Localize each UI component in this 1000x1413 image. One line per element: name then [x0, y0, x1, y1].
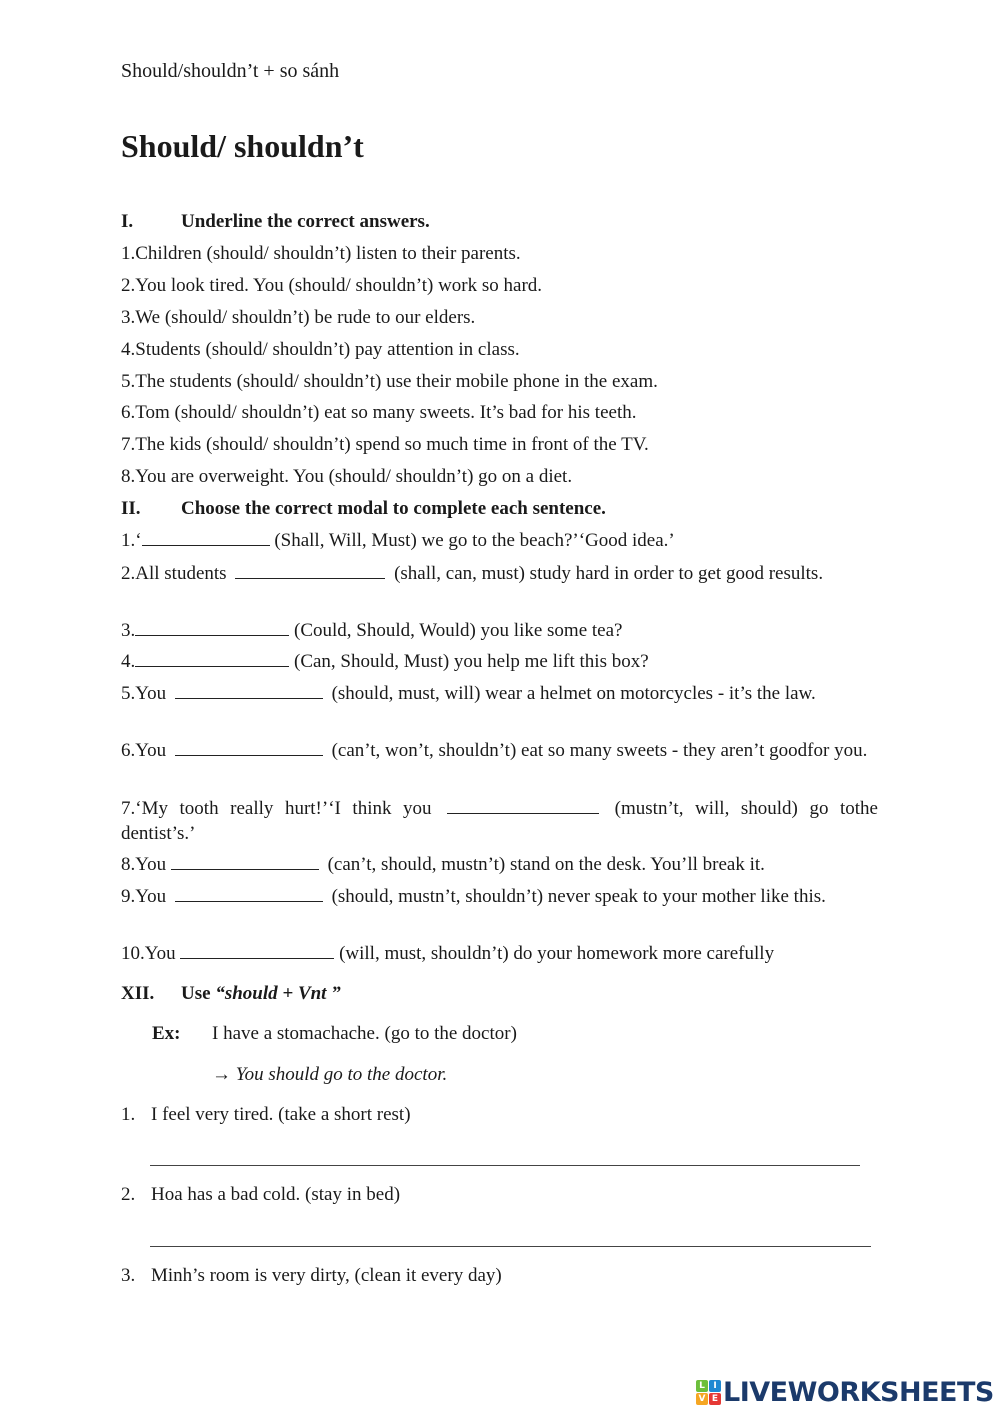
- answer-blank[interactable]: [175, 682, 323, 699]
- exercise-3-item: 1. I feel very tired. (take a short rest): [121, 1104, 411, 1125]
- logo-mark-icon: L I V E: [696, 1380, 721, 1405]
- section-title-emphasis: “should + Vnt ”: [215, 983, 341, 1004]
- exercise-1-item[interactable]: 4.Students (should/ shouldn’t) pay attention in class.: [121, 339, 520, 360]
- section-3-heading: XII. Use “should + Vnt ”: [121, 983, 341, 1004]
- answer-blank[interactable]: [175, 739, 323, 756]
- exercise-1-item[interactable]: 8.You are overweight. You (should/ shouldn’t) go on a diet.: [121, 466, 573, 487]
- liveworksheets-logo: [696, 1377, 994, 1408]
- exercise-1-item[interactable]: 3.We (should/ shouldn’t) be rude to our elders.: [121, 307, 476, 328]
- answer-line[interactable]: [150, 1165, 860, 1166]
- answer-blank[interactable]: [171, 853, 319, 870]
- section-title: Underline the correct answers.: [181, 211, 430, 232]
- exercise-1-item[interactable]: 5.The students (should/ shouldn’t) use their mobile phone in the exam.: [121, 371, 658, 392]
- section-title: Choose the correct modal to complete each sentence.: [181, 498, 606, 519]
- exercise-2-item: 5.You (should, must, will) wear a helmet on motorcycles - it’s the law.: [121, 683, 816, 704]
- section-2-heading: [121, 498, 606, 520]
- worksheet-subtitle: Should/shouldn’t + so sánh: [121, 60, 340, 82]
- exercise-2-item: 8.You (can’t, should, mustn’t) stand on the desk. You’ll break it.: [121, 854, 765, 875]
- section-number: XII.: [121, 983, 155, 1004]
- answer-blank[interactable]: [447, 797, 599, 814]
- example-label: Ex:: [152, 1023, 181, 1044]
- exercise-2-item: 9.You (should, mustn’t, shouldn’t) never speak to your mother like this.: [121, 886, 826, 907]
- exercise-1-item[interactable]: 1.Children (should/ shouldn’t) listen to their parents.: [121, 243, 521, 264]
- exercise-2-item: 3. (Could, Should, Would) you like some tea?: [121, 620, 623, 641]
- example-text: I have a stomachache. (go to the doctor): [212, 1023, 517, 1044]
- exercise-3-item: 3. Minh’s room is very dirty, (clean it every day): [121, 1265, 502, 1286]
- exercise-1-item[interactable]: 7.The kids (should/ shouldn’t) spend so much time in front of the TV.: [121, 434, 649, 455]
- exercise-2-item: 6.You (can’t, won’t, shouldn’t) eat so many sweets - they aren’t goodfor you.: [121, 740, 868, 761]
- exercise-3-item: 2. Hoa has a bad cold. (stay in bed): [121, 1184, 401, 1205]
- section-1-heading: [121, 211, 430, 233]
- page-title: Should/ shouldn’t: [121, 128, 364, 164]
- answer-blank[interactable]: [135, 650, 289, 667]
- logo-text: LIVEWORKSHEETS: [723, 1377, 994, 1408]
- exercise-2-item: 1.‘ (Shall, Will, Must) we go to the beach?’‘Good idea.’: [121, 530, 675, 551]
- answer-blank[interactable]: [235, 562, 385, 579]
- section-number: I.: [121, 211, 134, 232]
- example-answer: → You should go to the doctor.: [212, 1064, 448, 1085]
- answer-blank[interactable]: [142, 529, 270, 546]
- exercise-2-item: 2.All students (shall, can, must) study hard in order to get good results.: [121, 563, 824, 584]
- answer-blank[interactable]: [175, 885, 323, 902]
- section-number: II.: [121, 498, 141, 519]
- exercise-2-item: 4. (Can, Should, Must) you help me lift this box?: [121, 651, 649, 672]
- exercise-2-item: 10.You (will, must, shouldn’t) do your homework more carefully: [121, 943, 775, 964]
- answer-blank[interactable]: [180, 942, 334, 959]
- exercise-1-item[interactable]: 6.Tom (should/ shouldn’t) eat so many sweets. It’s bad for his teeth.: [121, 402, 637, 423]
- answer-line[interactable]: [150, 1246, 871, 1247]
- exercise-1-item[interactable]: 2.You look tired. You (should/ shouldn’t) work so hard.: [121, 275, 543, 296]
- exercise-2-item: 7.‘My tooth really hurt!’‘I think you (mustn’t, will, should) go tothe dentist’s.’: [121, 798, 878, 844]
- answer-blank[interactable]: [135, 619, 289, 636]
